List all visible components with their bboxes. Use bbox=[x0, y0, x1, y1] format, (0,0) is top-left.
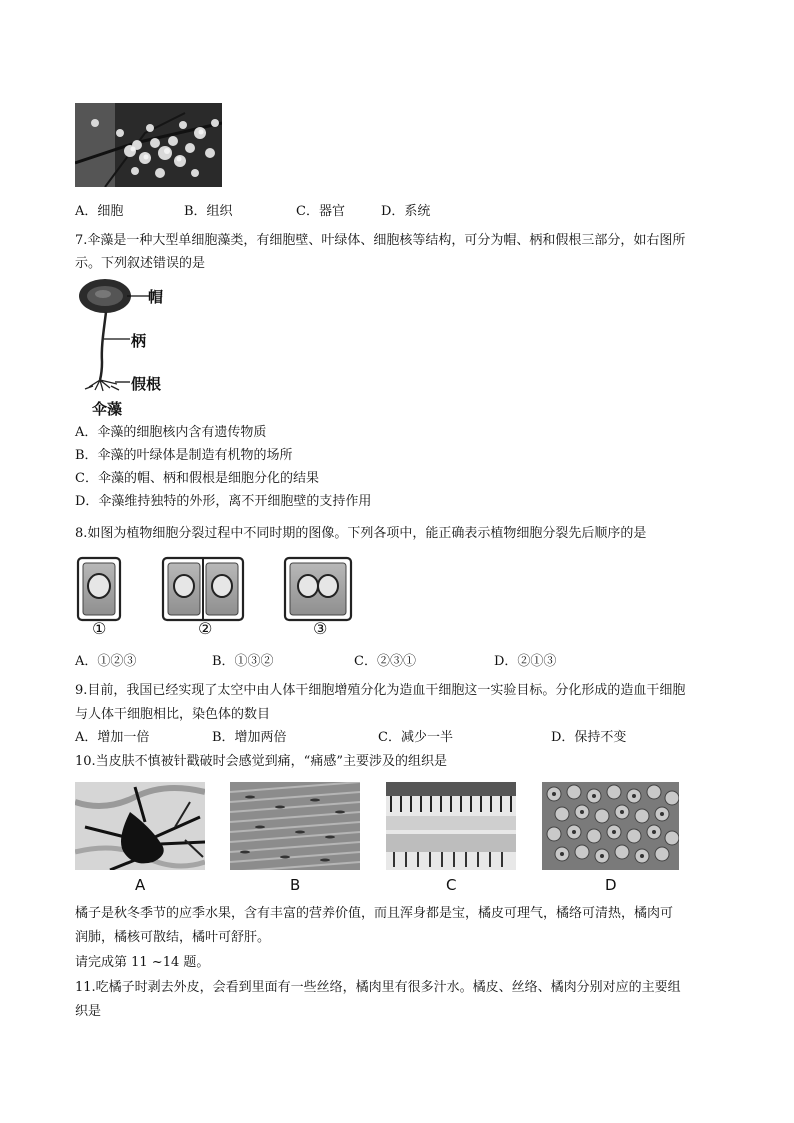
tissue-label-b: B bbox=[290, 876, 301, 894]
q6-option-b: B．组织 bbox=[184, 204, 233, 219]
q6-option-d: D．系统 bbox=[381, 204, 431, 219]
tissue-label-a: A bbox=[135, 876, 146, 894]
q9-option-b: B．增加两倍 bbox=[212, 730, 287, 745]
cell-label-1: ① bbox=[92, 619, 107, 638]
q7-option-b: B．伞藻的叶绿体是制造有机物的场所 bbox=[75, 448, 293, 463]
passage-line2: 润肺，橘核可散结，橘叶可舒肝。 bbox=[75, 930, 271, 945]
q9-option-c: C．减少一半 bbox=[378, 730, 453, 745]
nerve-tissue-photo bbox=[75, 782, 205, 870]
acetabularia-rhizoid-label: 假根 bbox=[131, 375, 162, 393]
q8-option-b: B．①③② bbox=[212, 654, 274, 669]
q9-stem-line2: 与人体干细胞相比，染色体的数目 bbox=[75, 707, 271, 722]
tissue-label-c: C bbox=[446, 876, 457, 894]
q7-option-d: D．伞藻维持独特的外形，离不开细胞壁的支持作用 bbox=[75, 494, 372, 509]
q6-option-a: A．细胞 bbox=[75, 204, 124, 219]
acetabularia-cap-label: 帽 bbox=[148, 288, 164, 306]
muscle-tissue-photo bbox=[230, 782, 360, 870]
epithelial-tissue-photo bbox=[386, 782, 516, 870]
q8-option-d: D．②①③ bbox=[494, 654, 557, 669]
tissue-label-d: D bbox=[605, 876, 617, 894]
passage-line3: 请完成第 11 ~14 题。 bbox=[75, 955, 210, 970]
q7-stem-line1: 7.伞藻是一种大型单细胞藻类，有细胞壁、叶绿体、细胞核等结构，可分为帽、柄和假根三部分，如右图所 bbox=[75, 233, 686, 248]
cell-label-3: ③ bbox=[313, 619, 328, 638]
connective-tissue-photo bbox=[542, 782, 679, 870]
q7-stem-line2: 示。下列叙述错误的是 bbox=[75, 256, 206, 271]
q8-option-c: C．②③① bbox=[354, 654, 416, 669]
q8-stem: 8.如图为植物细胞分裂过程中不同时期的图像。下列各项中，能正确表示植物细胞分裂先后顺序的是 bbox=[75, 526, 647, 541]
flower-branch-photo bbox=[75, 103, 222, 187]
cell-division-figure bbox=[75, 555, 365, 625]
q11-stem-line1: 11.吃橘子时剥去外皮，会看到里面有一些丝络，橘肉里有很多汁水。橘皮、丝络、橘肉分别对应的主要组 bbox=[75, 980, 681, 995]
acetabularia-stalk-label: 柄 bbox=[131, 332, 147, 350]
q7-option-c: C．伞藻的帽、柄和假根是细胞分化的结果 bbox=[75, 471, 319, 486]
q7-option-a: A．伞藻的细胞核内含有遗传物质 bbox=[75, 425, 267, 440]
q6-option-c: C．器官 bbox=[296, 204, 345, 219]
q9-stem-line1: 9.目前，我国已经实现了太空中由人体干细胞增殖分化为造血干细胞这一实验目标。分化形成的造血干细胞 bbox=[75, 683, 686, 698]
q9-option-a: A．增加一倍 bbox=[75, 730, 150, 745]
q8-option-a: A．①②③ bbox=[75, 654, 137, 669]
cell-label-2: ② bbox=[198, 619, 213, 638]
passage-line1: 橘子是秋冬季节的应季水果，含有丰富的营养价值，而且浑身都是宝，橘皮可理气，橘络可清热，橘肉可 bbox=[75, 906, 674, 921]
q10-stem: 10.当皮肤不慎被针戳破时会感觉到痛，“痛感”主要涉及的组织是 bbox=[75, 754, 447, 769]
q9-option-d: D．保持不变 bbox=[551, 730, 627, 745]
acetabularia-title: 伞藻 bbox=[92, 400, 123, 418]
q11-stem-line2: 织是 bbox=[75, 1004, 102, 1019]
